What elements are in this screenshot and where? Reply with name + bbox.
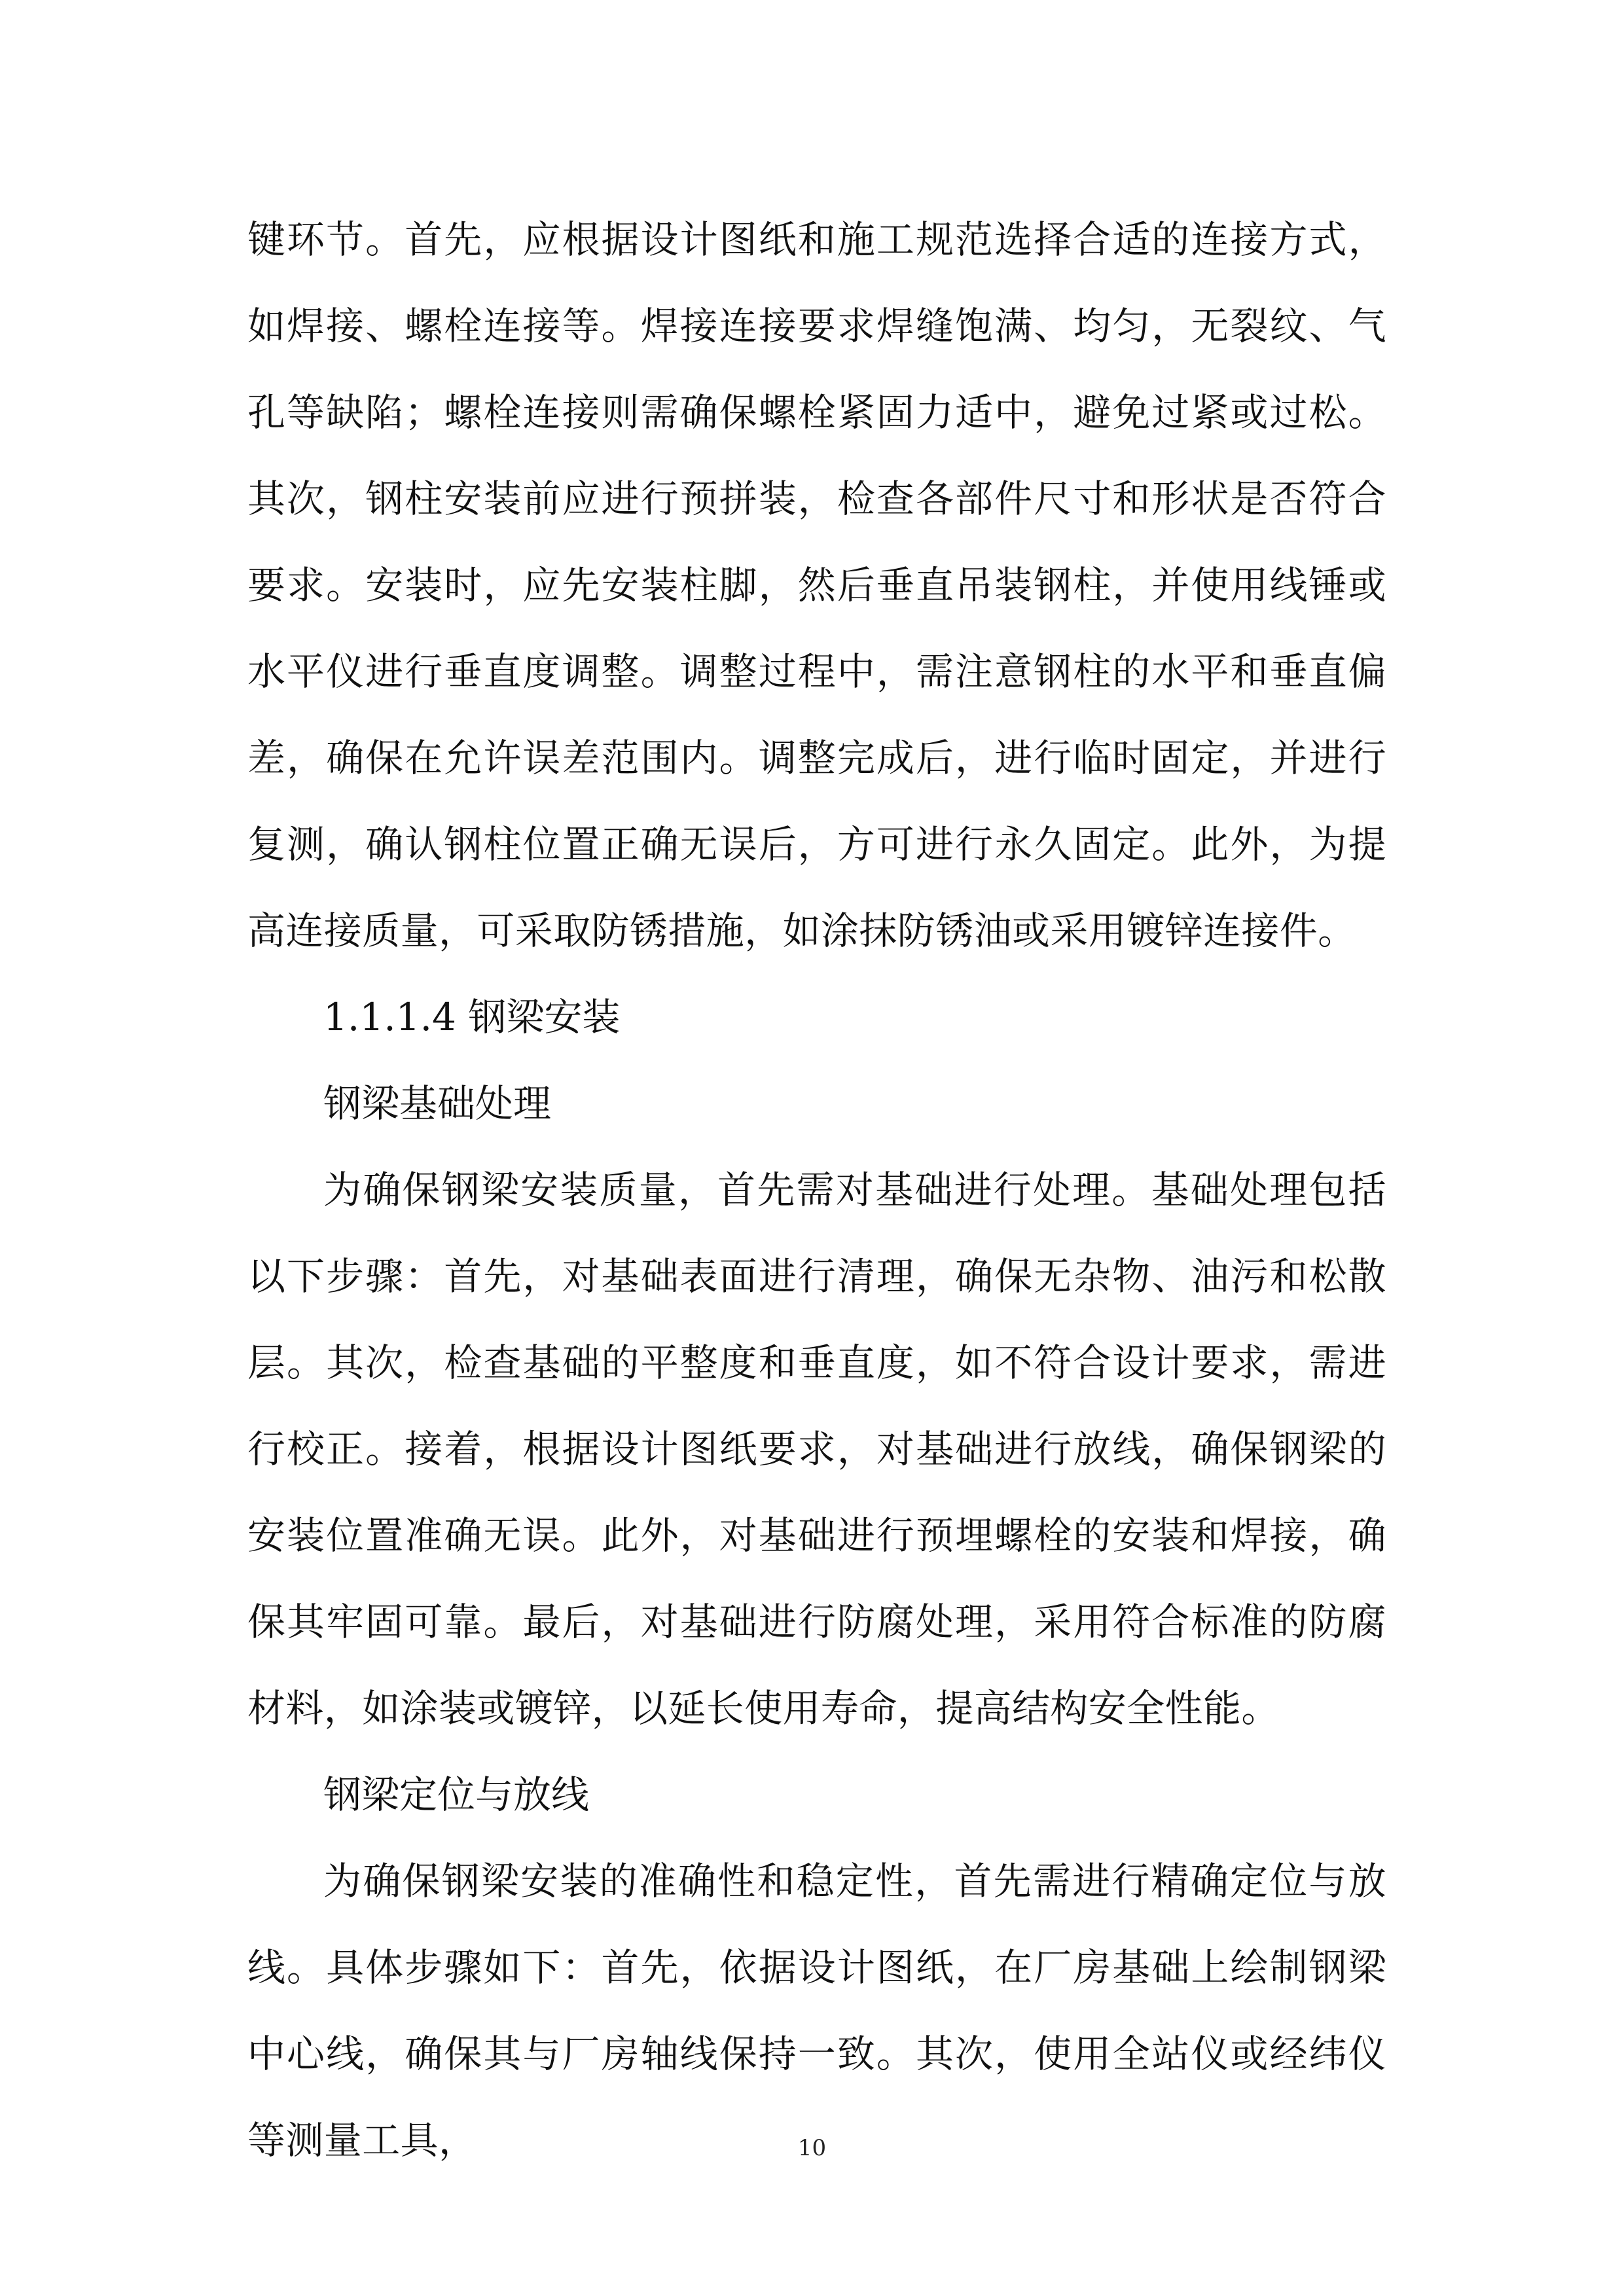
section-heading: 1.1.1.4 钢梁安装 (323, 995, 621, 1039)
sub-heading-foundation: 钢梁基础处理 (323, 1081, 552, 1126)
document-body (247, 196, 1386, 2183)
page-number: 10 (797, 2135, 827, 2161)
body-paragraph-continuation: 键环节。首先，应根据设计图纸和施工规范选择合适的连接方式，如焊接、螺栓连接等。焊接连接要求焊缝饱满、均匀，无裂纹、气孔等缺陷；螺栓连接则需确保螺栓紧固力适中，避免过紧或过松。其次，钢柱安装前应进行预拼装，检查各部件尺寸和形状是否符合要求。安装时，应先安装柱脚，然后垂直吊装钢柱，并使用线锤或水平仪进行垂直度调整。调整过程中，需注意钢柱的水平和垂直偏差，确保在允许误差范围内。调整完成后，进行临时固定，并进行复测，确认钢柱位置正确无误后，方可进行永久固定。此外，为提高连接质量，可采取防锈措施，如涂抹防锈油或采用镀锌连接件。 (247, 217, 1386, 953)
body-paragraph-positioning: 为确保钢梁安装的准确性和稳定性，首先需进行精确定位与放线。具体步骤如下：首先，依据设计图纸，在厂房基础上绘制钢梁中心线，确保其与厂房轴线保持一致。其次，使用全站仪或经纬仪等测量工具， (247, 1859, 1386, 2162)
body-paragraph-foundation: 为确保钢梁安装质量，首先需对基础进行处理。基础处理包括以下步骤：首先，对基础表面进行清理，确保无杂物、油污和松散层。其次，检查基础的平整度和垂直度，如不符合设计要求，需进行校正。接着，根据设计图纸要求，对基础进行放线，确保钢梁的安装位置准确无误。此外，对基础进行预埋螺栓的安装和焊接，确保其牢固可靠。最后，对基础进行防腐处理，采用符合标准的防腐材料，如涂装或镀锌，以延长使用寿命，提高结构安全性能。 (247, 1168, 1386, 1731)
sub-heading-positioning: 钢梁定位与放线 (323, 1772, 590, 1817)
